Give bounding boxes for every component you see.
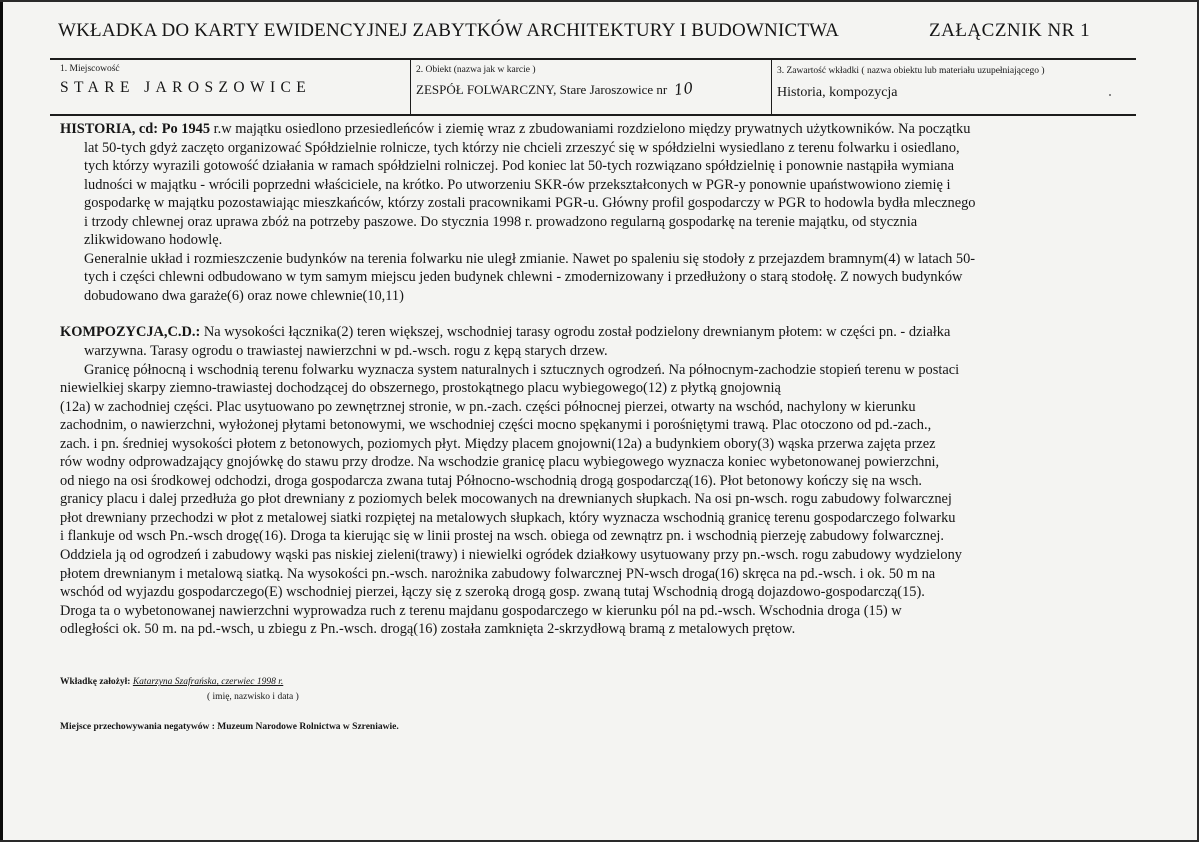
author-label: Wkładkę założył: [60, 677, 131, 687]
kompozycja-line: zach. i pn. średniej wysokości płotem z betonowych, poziomych płyt. Między placem gnojowni(12a) a budynkiem obory(3) wąska przerwa zajęta przez [60, 435, 936, 452]
place-value: STARE JAROSZOWICE [60, 79, 312, 96]
kompozycja-line: Granicę północną i wschodnią terenu folwarku wyznacza system naturalnych i sztucznych ogrodzeń. Na północnym-zachodzie stopień terenu w postaci [84, 361, 960, 378]
kompozycja-line: (12a) w zachodniej części. Plac usytuowano po zewnętrznej stronie, w pn.-zach. części północnej pierzei, otwarty na wschód, nachylony w kierunku [60, 398, 916, 415]
kompozycja-line: i flankuje od wsch Pn.-wsch drogę(16). Droga ta kierując się w linii prostej na wsch. obiega od zewnątrz pn. i wschodnią pierzeję zabudowy folwarcznej. [60, 528, 944, 545]
kompozycja-line: zachodnim, o nawierzchni, wyłożonej płytami betonowymi, we wschodniej części mocno spękanymi i porośniętymi trawą. Plac otoczono od pd.-zach., [60, 417, 932, 434]
document-body [60, 120, 1164, 639]
historia-line: i trzody chlewnej oraz uprawa zbóż na potrzeby paszowe. Do stycznia 1998 r. prowadzono regularną gospodarkę na terenie majątku, od stycznia [84, 213, 918, 230]
storage-note: Miejsce przechowywania negatywów : Muzeum Narodowe Rolnictwa w Szreniawie. [60, 722, 399, 732]
object-number: 10 [673, 78, 695, 100]
form-title: WKŁADKA DO KARTY EWIDENCYJNEJ ZABYTKÓW ARCHITEKTURY I BUDOWNICTWA [58, 20, 840, 41]
historia-line: zlikwidowano hodowlę. [84, 232, 223, 249]
historia-heading: HISTORIA, cd: Po 1945 [60, 121, 211, 137]
object-value [416, 80, 694, 98]
kompozycja-line: niewielkiej skarpy ziemno-trawiastej dochodzącej do obszernego, prostokątnego placu wybiegowego(12) z płytką gnojownią [60, 380, 781, 397]
historia-line: tych i części chlewni odbudowano w tym samym miejscu jeden budynek chlewni - zmodernizowany i przedłużony o starą stodołę. Z nowych budynków [84, 269, 963, 286]
kompozycja-line: warzywna. Tarasy ogrodu o trawiastej nawierzchni w pd.-wsch. rogu z kępą starych drzew. [84, 343, 608, 360]
header-rule-bottom [50, 114, 1136, 116]
historia-section [60, 120, 1164, 305]
kompozycja-line: Droga ta o wybetonowanej nawierzchni wyprowadza ruch z terenu majdanu gospodarczego w kierunku pól na pd.-wsch. Wschodnia droga (15) w [60, 602, 902, 619]
author-value: Katarzyna Szafrańska, czerwiec 1998 r. [132, 677, 284, 687]
kompozycja-line: wschód od wyjazdu gospodarczego(E) wschodniej pierzei, łączy się z szeroką drogą gosp. zwaną tutaj Wschodnią drogą dojazdowo-gospodarczą(15). [60, 584, 925, 601]
kompozycja-line: płot drewniany przechodzi w płot z metalowej siatki rozpiętej na metalowych słupkach, który wyznacza wschodnią granicę terenu gospodarczego folwarku [60, 509, 956, 526]
kompozycja-line: od niego na osi środkowej odchodzi, droga gospodarcza zwana tutaj Północno-wschodnią drogą gospodarczą(16). Płot betonowy kończy się na wsch. [60, 472, 923, 489]
left-edge-shadow [0, 0, 3, 842]
speck [1109, 94, 1111, 96]
top-border [0, 0, 1199, 2]
object-label: 2. Obiekt (nazwa jak w karcie ) [416, 65, 536, 75]
author-hint: ( imię, nazwisko i data ) [207, 692, 299, 702]
column-divider-2 [771, 59, 772, 115]
kompozycja-line: rów wodny odprowadzający gnojówkę do stawu przy drodze. Na wschodzie granicę placu wybiegowego wyznacza koniec wybetonowanej powierzchni, [60, 454, 940, 471]
kompozycja-line: płotem drewnianym i metalową siatką. Na wysokości pn.-wsch. narożnika zabudowy folwarcznej PN-wsch droga(16) skręca na pd.-wsch. i ok. 50 m na [60, 565, 936, 582]
historia-line [60, 120, 1164, 139]
kompozycja-section [60, 323, 1164, 638]
annex-number: ZAŁĄCZNIK NR 1 [929, 20, 1091, 41]
kompozycja-line [60, 323, 1164, 342]
historia-line: tych którzy wyrazili gotowość działania w ramach spółdzielni rolniczej. Pod koniec lat 50-tych rozwiązano spółdzielnię i ponownie nastąpiła wymiana [84, 158, 954, 175]
historia-line: gospodarkę w majątku pozostawiając mieszkańców, którzy zostali pracownikami PGR-u. Główny profil gospodarczy w PGR to hodowla bydła mlecznego [84, 195, 976, 212]
historia-line-text: r.w majątku osiedlono przesiedleńców i ziemię wraz z zbudowaniami rozdzielono między prywatnych użytkowników. Na początku [210, 121, 971, 137]
historia-line: dobudowano dwa garaże(6) oraz nowe chlewnie(10,11) [84, 287, 404, 304]
historia-line: Generalnie układ i rozmieszczenie budynków na terenia folwarku nie uległ zmianie. Nawet po spaleniu się stodoły z przejazdem bramnym(4) w latach 50- [84, 250, 976, 267]
kompozycja-line-text: Na wysokości łącznika(2) teren większej, wschodniej tarasy ogrodu został podzielony drewnianym płotem: w części pn. - działka [200, 324, 951, 341]
contents-value: Historia, kompozycja [777, 85, 898, 100]
historia-line: lat 50-tych gdyż zaczęto organizować Spółdzielnie rolnicze, tych którzy nie chcieli zrzeszyć się w spółdzielni wysiedlano z terenu folwarku i osiedlano, [84, 139, 960, 156]
column-divider-1 [410, 59, 411, 115]
kompozycja-line: odległości ok. 50 m. na pd.-wsch, u zbiegu z Pn.-wsch. drogą(16) została zamknięta 2-skrzydłową bramą z metalowych prętow. [60, 621, 796, 638]
header-rule-top [50, 58, 1136, 60]
place-label: 1. Miejscowość [60, 64, 120, 74]
kompozycja-line: Oddziela ją od ogrodzeń i zabudowy wąski pas niskiej zieleni(trawy) i niewielki ogródek działkowy usytuowany przy pn.-wsch. rogu zabudowy wydzielony [60, 547, 962, 564]
object-name: ZESPÓŁ FOLWARCZNY, Stare Jaroszowice nr [416, 82, 668, 97]
historia-line: ludności w majątku - wrócili poprzedni właściciele, na krótko. Po utworzeniu SKR-ów przekształconych w PGR-y ponownie upaństwowiono ziemię i [84, 176, 951, 193]
kompozycja-line: granicy placu i dalej przedłuża go płot drewniany z poziomych belek mocowanych na drewnianych słupkach. Na osi pn-wsch. rogu zabudowy folwarcznej [60, 491, 952, 508]
author-line [60, 677, 283, 687]
contents-label: 3. Zawartość wkładki ( nazwa obiektu lub materiału uzupełniającego ) [777, 66, 1045, 76]
kompozycja-heading: KOMPOZYCJA,C.D.: [60, 324, 201, 341]
